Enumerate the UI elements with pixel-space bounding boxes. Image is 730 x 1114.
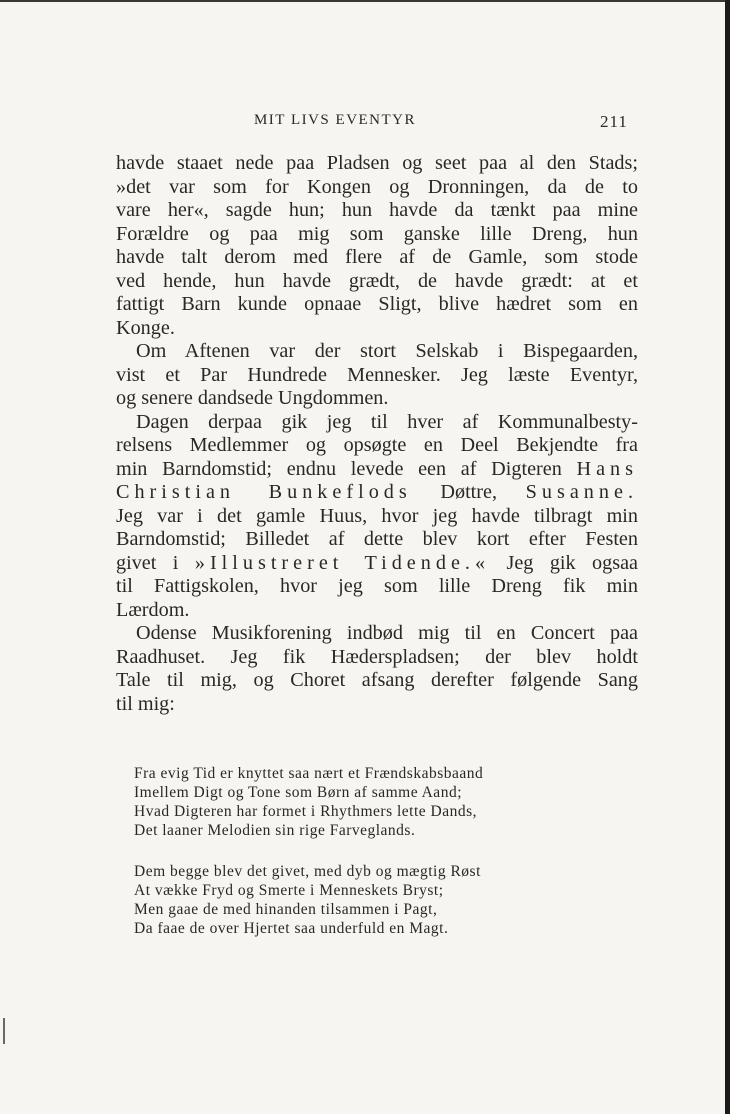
page-top-edge bbox=[0, 0, 730, 2]
poem-line: Imellem Digt og Tone som Børn af samme Aand; bbox=[134, 784, 462, 801]
running-header: MIT LIVS EVENTYR bbox=[253, 112, 417, 128]
text-line: fattigt Barn kunde opnaae Sligt, blive hædret som en bbox=[116, 293, 638, 315]
poem-line: Da faae de over Hjertet saa underfuld en Magt. bbox=[134, 920, 449, 937]
text-segment: Jeg gik ogsaa bbox=[506, 551, 639, 574]
text-line: Konge. bbox=[116, 316, 175, 339]
text-line bbox=[116, 552, 638, 576]
text-line: havde talt derom med flere af de Gamle, som stode bbox=[116, 246, 638, 268]
text-line: Odense Musikforening indbød mig til en Concert paa bbox=[136, 622, 638, 644]
spaced-name: Christian Bunkeflods bbox=[116, 481, 412, 503]
text-line: havde staaet nede paa Pladsen og seet paa al den Stads; bbox=[116, 152, 638, 174]
scan-mark bbox=[3, 1018, 5, 1044]
text-line: vist et Par Hundrede Mennesker. Jeg læste Eventyr, bbox=[116, 363, 638, 386]
text-line: og senere dandsede Ungdommen. bbox=[116, 387, 389, 409]
text-line: Lærdom. bbox=[116, 598, 190, 621]
body-text bbox=[116, 152, 638, 716]
text-line: til mig: bbox=[116, 692, 175, 715]
text-line: Forældre og paa mig som ganske lille Dreng, hun bbox=[116, 222, 638, 245]
text-line bbox=[116, 458, 638, 482]
poem-line: Fra evig Tid er knyttet saa nært et Frændskabsbaand bbox=[134, 765, 484, 782]
text-line: »det var som for Kongen og Dronningen, da de to bbox=[116, 175, 638, 198]
spaced-name: »Illustreret Tidende.« bbox=[194, 551, 491, 574]
poem-line: Dem begge blev det givet, med dyb og mægtig Røst bbox=[134, 863, 481, 880]
text-line: vare her«, sagde hun; hun havde da tænkt paa mine bbox=[116, 199, 638, 221]
text-line: Barndomstid; Billedet af dette blev kort efter Festen bbox=[116, 528, 638, 550]
poem-stanza-1 bbox=[134, 764, 614, 840]
poem-line: Men gaae de med hinanden tilsammen i Pagt, bbox=[134, 901, 438, 918]
text-line: Jeg var i det gamle Huus, hvor jeg havde tilbragt min bbox=[116, 504, 638, 527]
text-segment: min Barndomstid; endnu levede een af Digteren bbox=[116, 457, 562, 480]
text-line bbox=[116, 481, 638, 505]
poem-stanza-2 bbox=[134, 862, 614, 938]
text-line: Raadhuset. Jeg fik Hæderspladsen; der blev holdt bbox=[116, 645, 638, 668]
page-number: 211 bbox=[600, 112, 628, 131]
poem-line: Det laaner Melodien sin rige Farveglands. bbox=[134, 822, 416, 839]
text-line: Om Aftenen var der stort Selskab i Bispegaarden, bbox=[136, 340, 638, 362]
spaced-name: Susanne. bbox=[525, 481, 638, 503]
text-line: relsens Medlemmer og opsøgte en Deel Bekjendte fra bbox=[116, 434, 638, 456]
text-segment: givet i bbox=[116, 551, 179, 574]
text-line: Tale til mig, og Choret afsang derefter følgende Sang bbox=[116, 669, 638, 691]
text-line: til Fattigskolen, hvor jeg som lille Dreng fik min bbox=[116, 575, 638, 597]
spaced-name: Hans bbox=[576, 457, 639, 480]
text-segment: Døttre, bbox=[440, 481, 498, 503]
text-line: ved hende, hun havde grædt, de havde grædt: at et bbox=[116, 269, 638, 292]
poem-line: At vække Fryd og Smerte i Menneskets Bryst; bbox=[134, 882, 444, 899]
poem-line: Hvad Digteren har formet i Rhythmers lette Dands, bbox=[134, 803, 478, 820]
page-right-edge bbox=[725, 0, 730, 1114]
text-line: Dagen derpaa gik jeg til hver af Kommunalbesty- bbox=[136, 410, 638, 433]
